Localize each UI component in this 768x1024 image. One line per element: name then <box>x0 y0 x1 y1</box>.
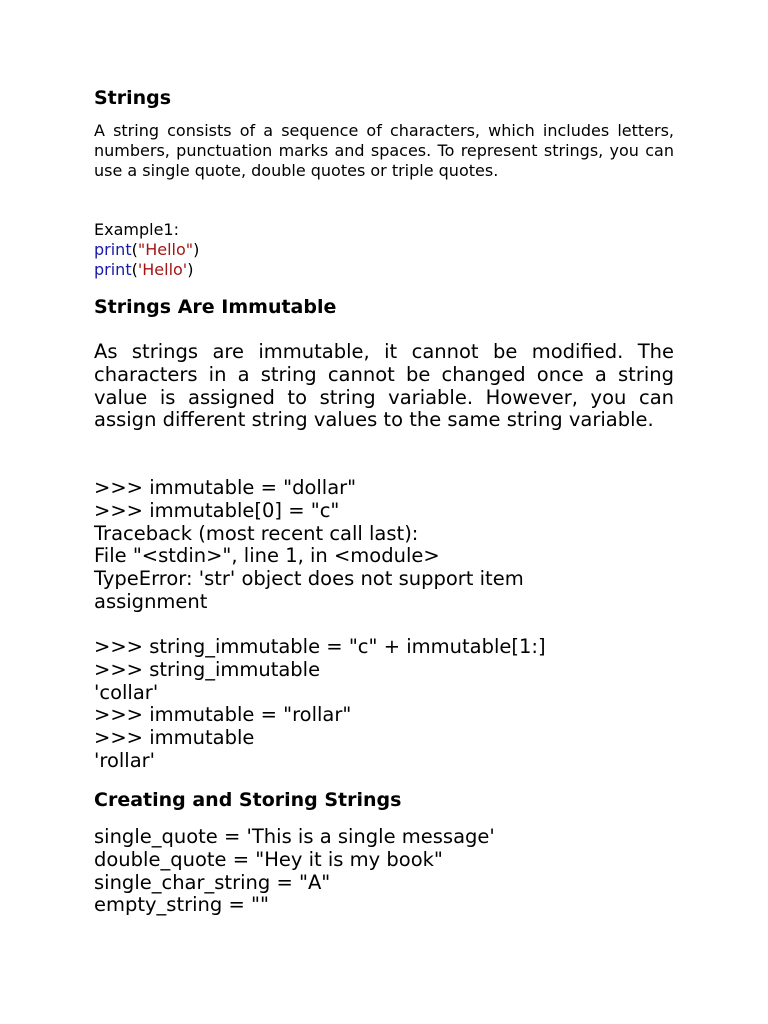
heading-strings-are-immutable: Strings Are Immutable <box>94 296 337 318</box>
code-line: 'collar' <box>94 680 159 704</box>
code-block-reassign <box>94 636 546 773</box>
heading-strings: Strings <box>94 87 172 109</box>
code-line: >>> string_immutable = "c" + immutable[1:] <box>94 635 546 658</box>
example-line-2 <box>94 260 199 280</box>
code-line: double_quote = "Hey it is my book" <box>94 847 443 871</box>
example-block <box>94 220 199 280</box>
string-literal: 'Hello' <box>137 260 188 279</box>
heading-creating-and-storing-strings: Creating and Storing Strings <box>94 789 402 811</box>
strings-intro-paragraph: A string consists of a sequence of characters, which includes letters, numbers, punctuation marks and spaces. To represent strings, you can use a single quote, double quotes or triple quotes. <box>94 121 674 180</box>
code-line: empty_string = "" <box>94 893 269 917</box>
code-line: >>> immutable[0] = "c" <box>94 498 340 522</box>
code-line: TypeError: 'str' object does not support item <box>94 567 524 591</box>
open-paren: ( <box>131 240 138 259</box>
code-line: >>> immutable = "dollar" <box>94 476 357 499</box>
code-line: File "<stdin>", line 1, in <module> <box>94 544 440 568</box>
close-paren: ) <box>187 260 194 279</box>
code-line: >>> immutable = "rollar" <box>94 703 352 727</box>
immutable-paragraph: As strings are immutable, it cannot be modified. The characters in a string cannot be changed once a string value is assigned to string variable. However, you can assign different string values to the same string variable. <box>94 340 674 432</box>
code-line: single_char_string = "A" <box>94 870 331 894</box>
code-line: assignment <box>94 589 208 613</box>
example-label: Example1: <box>94 220 179 239</box>
close-paren: ) <box>193 240 200 259</box>
code-line: >>> immutable <box>94 726 255 750</box>
code-line: Traceback (most recent call last): <box>94 521 419 545</box>
string-literal: "Hello" <box>137 240 194 259</box>
code-line: >>> string_immutable <box>94 657 321 681</box>
print-keyword: print <box>94 240 132 259</box>
code-block-creating <box>94 826 495 917</box>
example-line-1 <box>94 240 199 260</box>
code-line: single_quote = 'This is a single message' <box>94 825 495 848</box>
print-keyword: print <box>94 260 132 279</box>
code-block-traceback <box>94 477 524 614</box>
code-line: 'rollar' <box>94 748 156 772</box>
open-paren: ( <box>131 260 138 279</box>
